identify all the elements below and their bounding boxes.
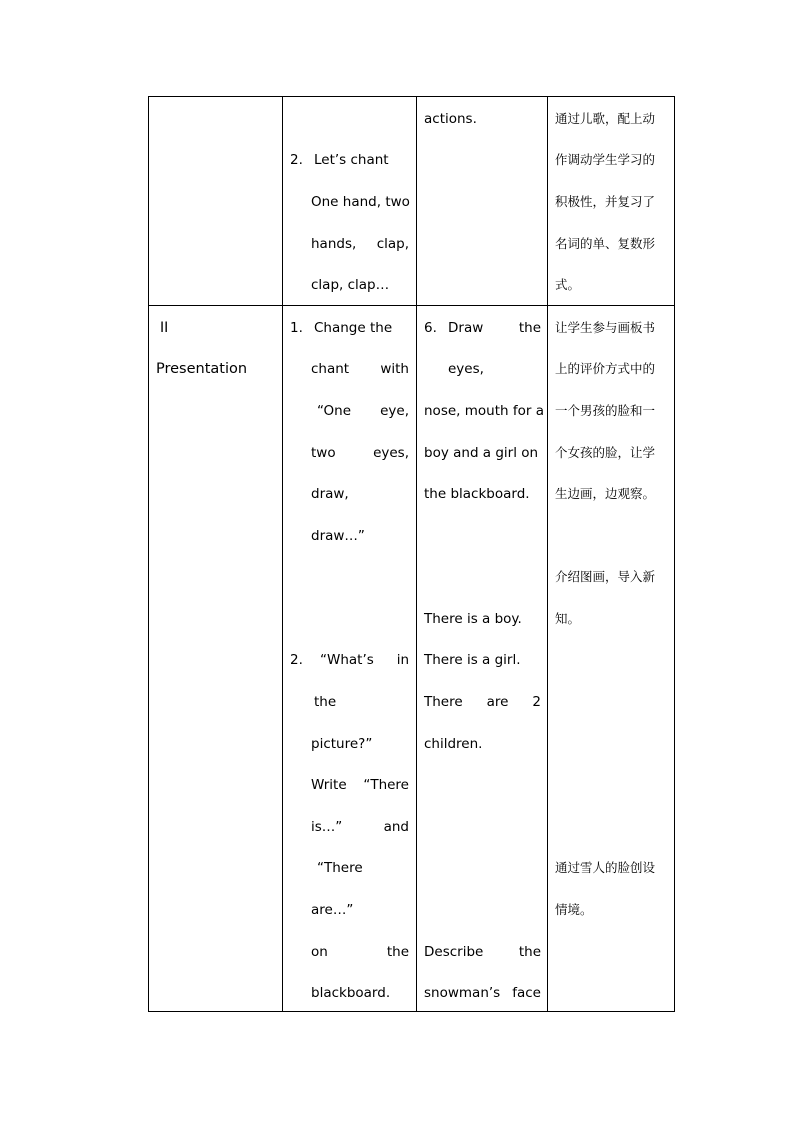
item-number: 6. — [424, 320, 437, 336]
purpose-line: 生边画，边观察。 — [555, 486, 656, 501]
purpose-line: 上的评价方式中的 — [555, 361, 656, 376]
table-row — [149, 306, 675, 1012]
student-line: There is a boy. — [424, 611, 522, 627]
student-line: There are 2 — [424, 694, 541, 710]
purpose-line: 作调动学生学习的 — [555, 152, 656, 167]
purpose-line: 知。 — [555, 611, 581, 626]
purpose-line: 积极性，并复习了 — [555, 194, 656, 209]
purpose-line: 让学生参与画板书 — [555, 320, 656, 335]
stage-cell — [149, 306, 283, 1012]
teacher-line: One hand, two — [311, 194, 410, 210]
purpose-line: 名词的单、复数形 — [555, 236, 656, 251]
teacher-line: Let’s chant — [314, 152, 389, 168]
purpose-cell — [548, 306, 675, 1012]
teacher-line: “There — [317, 860, 363, 876]
teacher-line: the — [314, 694, 337, 710]
teacher-line: chant with — [311, 361, 409, 377]
purpose-line: 一个男孩的脸和一 — [555, 403, 656, 418]
purpose-line: 通过儿歌，配上动 — [555, 111, 656, 126]
teacher-line: “One eye, — [317, 403, 409, 419]
teacher-line: blackboard. — [311, 985, 391, 1001]
student-line: Draw the — [448, 320, 541, 336]
stage-cell — [149, 97, 283, 306]
teacher-line: hands, clap, — [311, 236, 409, 252]
teacher-line: draw, — [311, 486, 349, 502]
purpose-line: 式。 — [555, 277, 581, 292]
purpose-line: 通过雪人的脸创设 — [555, 860, 656, 875]
purpose-line: 介绍图画，导入新 — [555, 569, 656, 584]
student-line: the blackboard. — [424, 486, 530, 502]
stage-name: Presentation — [156, 361, 248, 377]
teacher-line: Write “There — [311, 777, 409, 793]
student-line: boy and a girl on — [424, 445, 539, 461]
teacher-line: clap, clap… — [311, 277, 390, 293]
item-number: 2. — [290, 152, 303, 168]
stage-number: II — [160, 320, 169, 336]
teacher-line: two eyes, — [311, 445, 409, 461]
table-row — [149, 97, 675, 306]
purpose-line: 个女孩的脸，让学 — [555, 445, 656, 460]
student-activity-cell — [417, 97, 548, 306]
student-line: There is a girl. — [424, 652, 521, 668]
teacher-activity-cell — [283, 306, 417, 1012]
teacher-activity-cell — [283, 97, 417, 306]
teacher-line: Change the — [314, 320, 393, 336]
teacher-line: on the — [311, 944, 409, 960]
student-line: children. — [424, 736, 483, 752]
student-line: Describe the — [424, 944, 541, 960]
teacher-line: are…” — [311, 902, 354, 918]
student-line: eyes, — [448, 361, 484, 377]
teacher-line: “What’s in — [320, 652, 409, 668]
item-number: 1. — [290, 320, 303, 336]
student-line: snowman’s face — [424, 985, 541, 1001]
lesson-plan-table — [148, 96, 675, 1012]
purpose-line: 情境。 — [555, 902, 593, 917]
teacher-line: picture?” — [311, 736, 373, 752]
purpose-cell — [548, 97, 675, 306]
teacher-line: is…” and — [311, 819, 409, 835]
item-number: 2. — [290, 652, 303, 668]
student-activity-cell — [417, 306, 548, 1012]
student-line: nose, mouth for a — [424, 403, 544, 419]
teacher-line: draw…” — [311, 528, 365, 544]
student-line: actions. — [424, 111, 477, 127]
